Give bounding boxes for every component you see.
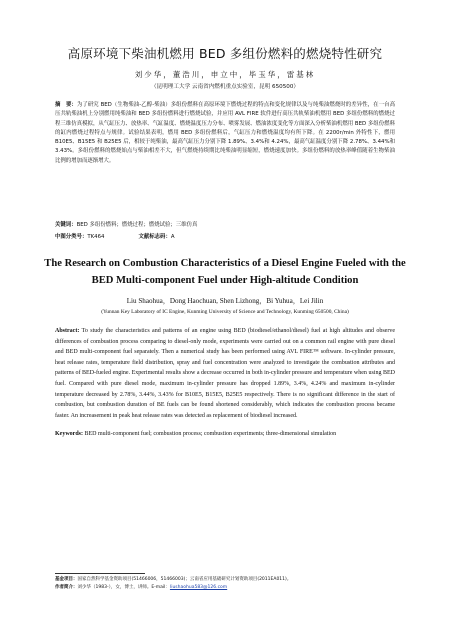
author-bio-text: 刘少华（1983-），女，博士，讲师。E-mail： xyxy=(77,585,170,590)
english-abstract xyxy=(55,326,395,421)
fund-label: 基金项目： xyxy=(55,577,78,582)
footnote-fund xyxy=(55,576,405,584)
author-email-link[interactable]: liushaohua583@126.com xyxy=(169,585,228,590)
clc-label: 中图分类号： xyxy=(55,234,88,240)
clc-value: TK464 xyxy=(87,234,105,240)
english-keywords-text: BED multi-component fuel; combustion process; combustion experiments; three-dimensional simulation xyxy=(84,431,337,437)
english-keywords-label: Keywords: xyxy=(55,431,83,437)
chinese-abstract-text: 为了研究 BED（生物柴油-乙醇-柴油）多组份燃料在高原环境下燃烧过程的特点和变化规律以及与纯柴油燃烧时的差异性，在一台高压共轨柴油机上分别燃用纯柴油和 BED 多组份燃料进行燃烧试验，并应用 AVL FIRE 软件进行高压共轨柴油机燃用 BED 多组份燃料的燃烧过程三维仿真模拟，从气缸压力、放热率、气缸温度、燃烧温度压力分布、喷雾发展、燃油浓度变化等方面深入分析柴油机燃用 BED 多组份燃料的缸内燃烧过程特点与规律。试验结果表明，燃用 BED 多组份燃料后，气缸压力和燃烧温度均有所下降。在 2200r/min 外特性下，燃用 B10E5、B15E5 和 B25E5 后，相较于纯柴油，最高气缸压力分别下降 1.89%、3.4%和 4.24%，最高气缸温度分别下降 2.78%、3.44%和 3.43%。多组份燃料的燃烧始点与柴油相差不大，但气燃烧持续期比纯柴油明显缩短，燃烧速度加快。多组份燃料的放热率峰值随着生物柴油比例的增加而逐渐增大。 xyxy=(55,102,395,164)
footnote xyxy=(55,576,405,592)
document-code-label: 文献标志码： xyxy=(138,234,171,240)
footnote-rule xyxy=(55,573,145,574)
chinese-keywords xyxy=(55,221,395,230)
classification-line xyxy=(55,233,395,242)
footnote-author xyxy=(55,584,405,592)
chinese-title: 高原环境下柴油机燃用 BED 多组份燃料的燃烧特性研究 xyxy=(67,46,383,61)
chinese-authors: 刘少华，董浩川，申立中，毕玉华，雷基林 xyxy=(134,70,316,79)
english-authors: Liu Shaohua，Dong Haochuan, Shen Lizhong，Bi Yuhua，Lei Jilin xyxy=(126,297,324,305)
author-bio-label: 作者简介： xyxy=(55,585,78,590)
chinese-keywords-text: BED 多组份燃料；燃烧过程；燃烧试验；三维仿真 xyxy=(76,222,198,228)
chinese-abstract xyxy=(55,101,395,166)
fund-text: 国家自然科学基金资助项目(51466006，51466003)；云南省应用基础研究计划资助项目(2011EA011)。 xyxy=(77,577,292,582)
english-affiliation: (Yunnan Key Laboratory of IC Engine, Kunming University of Science and Technology, Kunming 650500, China) xyxy=(101,309,349,315)
chinese-affiliation: （昆明理工大学 云南省内燃机重点实验室，昆明 650500） xyxy=(151,84,299,90)
english-title: The Research on Combustion Characteristics of a Diesel Engine Fueled with the BED Multi-component Fuel under High-altitude Condition xyxy=(44,258,406,286)
english-abstract-text: To study the characteristics and patterns of an engine using BED (biodiesel/ethanol/diesel) fuel at high altitudes and observe differences of combustion process comparing to diesel-only mode, experiments were carried out on a common rail engine with pure diesel and BED multi-component fuel separately. Then a numerical study has been performed using AVL FIRE™ software. In-cylinder pressure, heat release rates, temperature field distribution, spray and fuel concentration were analyzed to investigate the combustion attributes and patterns of BED-fueled engine. Experimental results show a decrease occurred in both in-cylinder pressure and temperature when using BED fuel. Compared with pure diesel mode, maximum in-cylinder pressure has dropped 1.89%, 3.4%, 4.24% and maximum in-cylinder temperature decreased by 2.78%, 3.44%, 3.43% for B10E5, B15E5, B25E5 respectively. There is no significant difference in the start of combustion, but combustion duration of BE fuels can be found shortened considerably, which indicates the combustion process became faster. An increasement in peak heat release rates was detected as replacement of biodiesel increased. xyxy=(55,328,395,419)
english-keywords xyxy=(55,429,395,439)
chinese-keywords-label: 关键词： xyxy=(55,222,77,228)
document-code-value: A xyxy=(170,234,175,240)
chinese-abstract-label: 摘 要： xyxy=(55,102,77,108)
english-abstract-label: Abstract: xyxy=(55,328,80,334)
